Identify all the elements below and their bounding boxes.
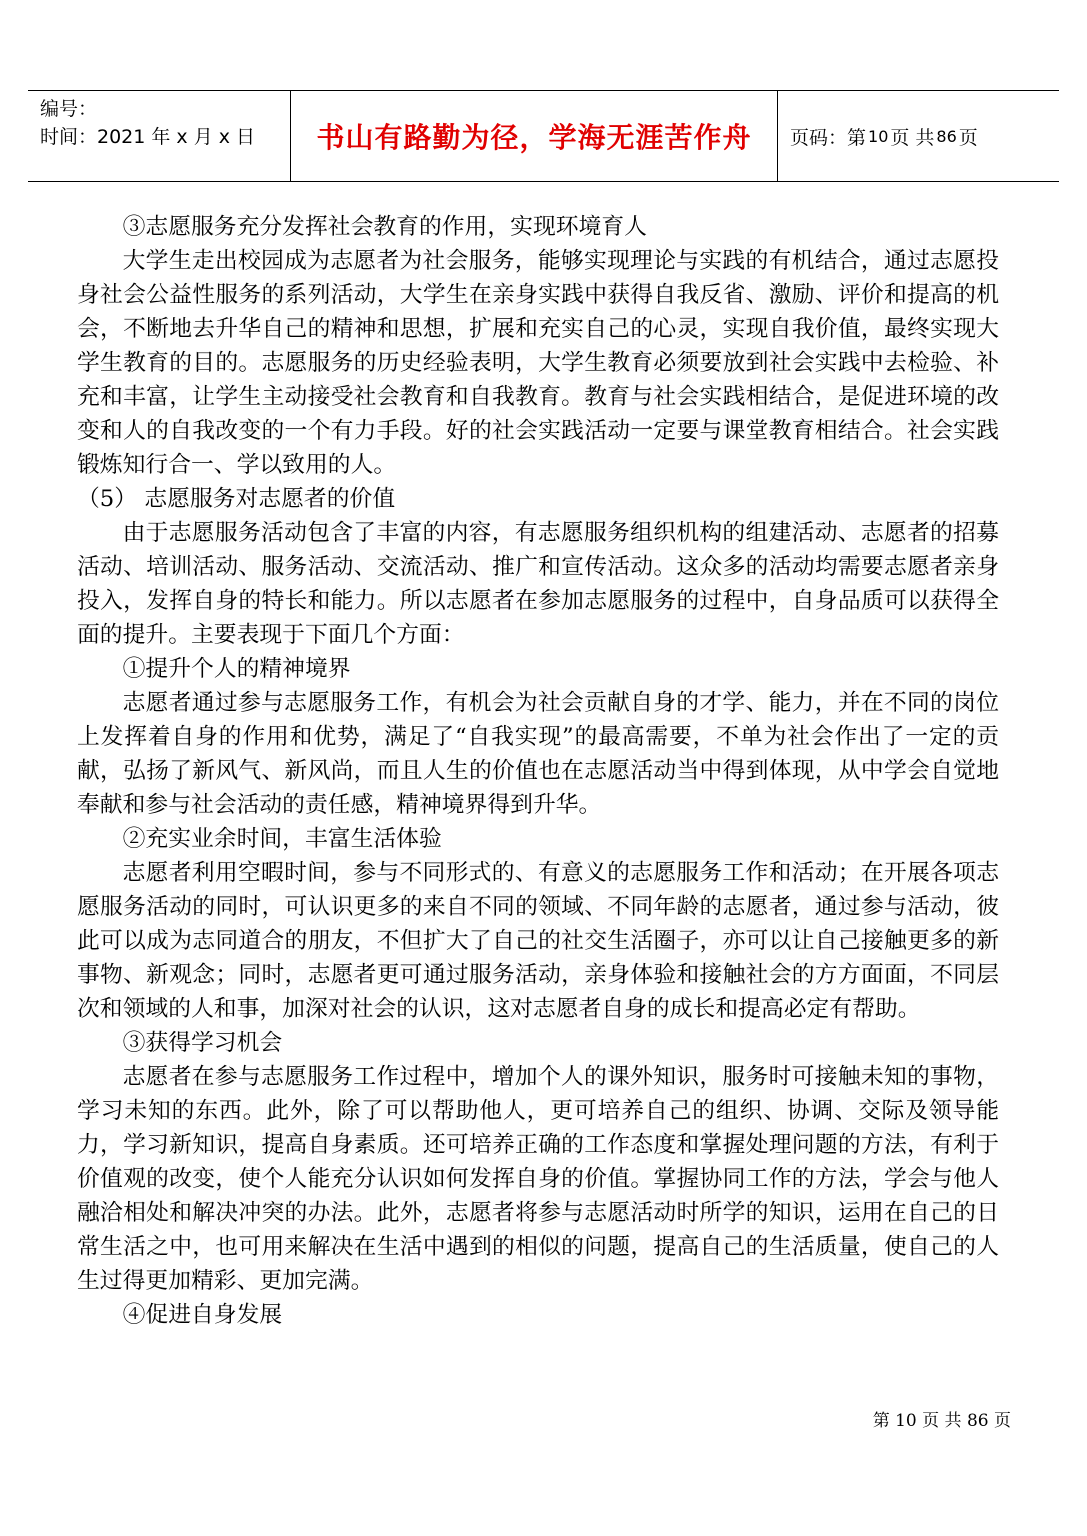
code-label: 编号： <box>40 98 98 120</box>
paragraph: ④促进自身发展 <box>122 1302 283 1328</box>
page-current: 10 <box>868 126 889 146</box>
document-body <box>77 210 999 1332</box>
page-header <box>28 90 1059 182</box>
page-suffix: 页 <box>958 126 978 149</box>
motto: 书山有路勤为径，学海无涯苦作舟 <box>316 121 752 154</box>
paragraph: ②充实业余时间，丰富生活体验 <box>122 826 442 852</box>
header-page-number <box>778 91 1059 181</box>
paragraph: 志愿者通过参与志愿服务工作，有机会为社会贡献自身的才学、能力，并在不同的岗位上发挥着自身的作用和优势，满足了“自我实现”的最高需要，不单为社会作出了一定的贡献，弘扬了新风气、新风尚，而且人生的价值也在志愿活动当中得到体现，从中学会自觉地奉献和参与社会活动的责任感，精神境界得到升华。 <box>77 690 999 818</box>
paragraph: ③获得学习机会 <box>122 1030 283 1056</box>
paragraph: ③志愿服务充分发挥社会教育的作用，实现环境育人 <box>122 214 647 240</box>
paragraph: ①提升个人的精神境界 <box>122 656 351 682</box>
paragraph: 志愿者在参与志愿服务工作过程中，增加个人的课外知识，服务时可接触未知的事物，学习未知的东西。此外，除了可以帮助他人，更可培养自己的组织、协调、交际及领导能力，学习新知识，提高自身素质。还可培养正确的工作态度和掌握处理问题的方法，有利于价值观的改变，使个人能充分认识如何发挥自身的价值。掌握协同工作的方法，学会与他人融洽相处和解决冲突的办法。此外，志愿者将参与志愿活动时所学的知识，运用在自己的日常生活之中，也可用来解决在生活中遇到的相似的问题，提高自己的生活质量，使自己的人生过得更加精彩、更加完满。 <box>77 1064 999 1294</box>
paragraph: 大学生走出校园成为志愿者为社会服务，能够实现理论与实践的有机结合，通过志愿投身社会公益性服务的系列活动，大学生在亲身实践中获得自我反省、激励、评价和提高的机会，不断地去升华自己的精神和思想，扩展和充实自己的心灵，实现自我价值，最终实现大学生教育的目的。志愿服务的历史经验表明，大学生教育必须要放到社会实践中去检验、补充和丰富，让学生主动接受社会教育和自我教育。教育与社会实践相结合，是促进环境的改变和人的自我改变的一个有力手段。好的社会实践活动一定要与课堂教育相结合。社会实践锻炼知行合一、学以致用的人。 <box>77 248 999 478</box>
page-prefix: 页码：第 <box>790 126 867 149</box>
paragraph: （5） 志愿服务对志愿者的价值 <box>77 486 396 512</box>
paragraph: 志愿者利用空暇时间，参与不同形式的、有意义的志愿服务工作和活动；在开展各项志愿服务活动的同时，可认识更多的来自不同的领域、不同年龄的志愿者，通过参与活动，彼此可以成为志同道合的朋友，不但扩大了自己的社交生活圈子，亦可以让自己接触更多的新事物、新观念；同时，志愿者更可通过服务活动，亲身体验和接触社会的方方面面，不同层次和领域的人和事，加深对社会的认识，这对志愿者自身的成长和提高必定有帮助。 <box>77 860 999 1022</box>
page-mid: 页 共 <box>890 126 935 149</box>
header-meta <box>28 91 290 181</box>
time-label: 时间：2021 年 x 月 x 日 <box>40 126 256 148</box>
header-motto-cell <box>290 91 778 181</box>
page-footer: 第 10 页 共 86 页 <box>872 1411 1011 1431</box>
page-total: 86 <box>936 126 957 146</box>
paragraph: 由于志愿服务活动包含了丰富的内容，有志愿服务组织机构的组建活动、志愿者的招募活动、培训活动、服务活动、交流活动、推广和宣传活动。这众多的活动均需要志愿者亲身投入，发挥自身的特长和能力。所以志愿者在参加志愿服务的过程中，自身品质可以获得全面的提升。主要表现于下面几个方面： <box>77 520 999 648</box>
